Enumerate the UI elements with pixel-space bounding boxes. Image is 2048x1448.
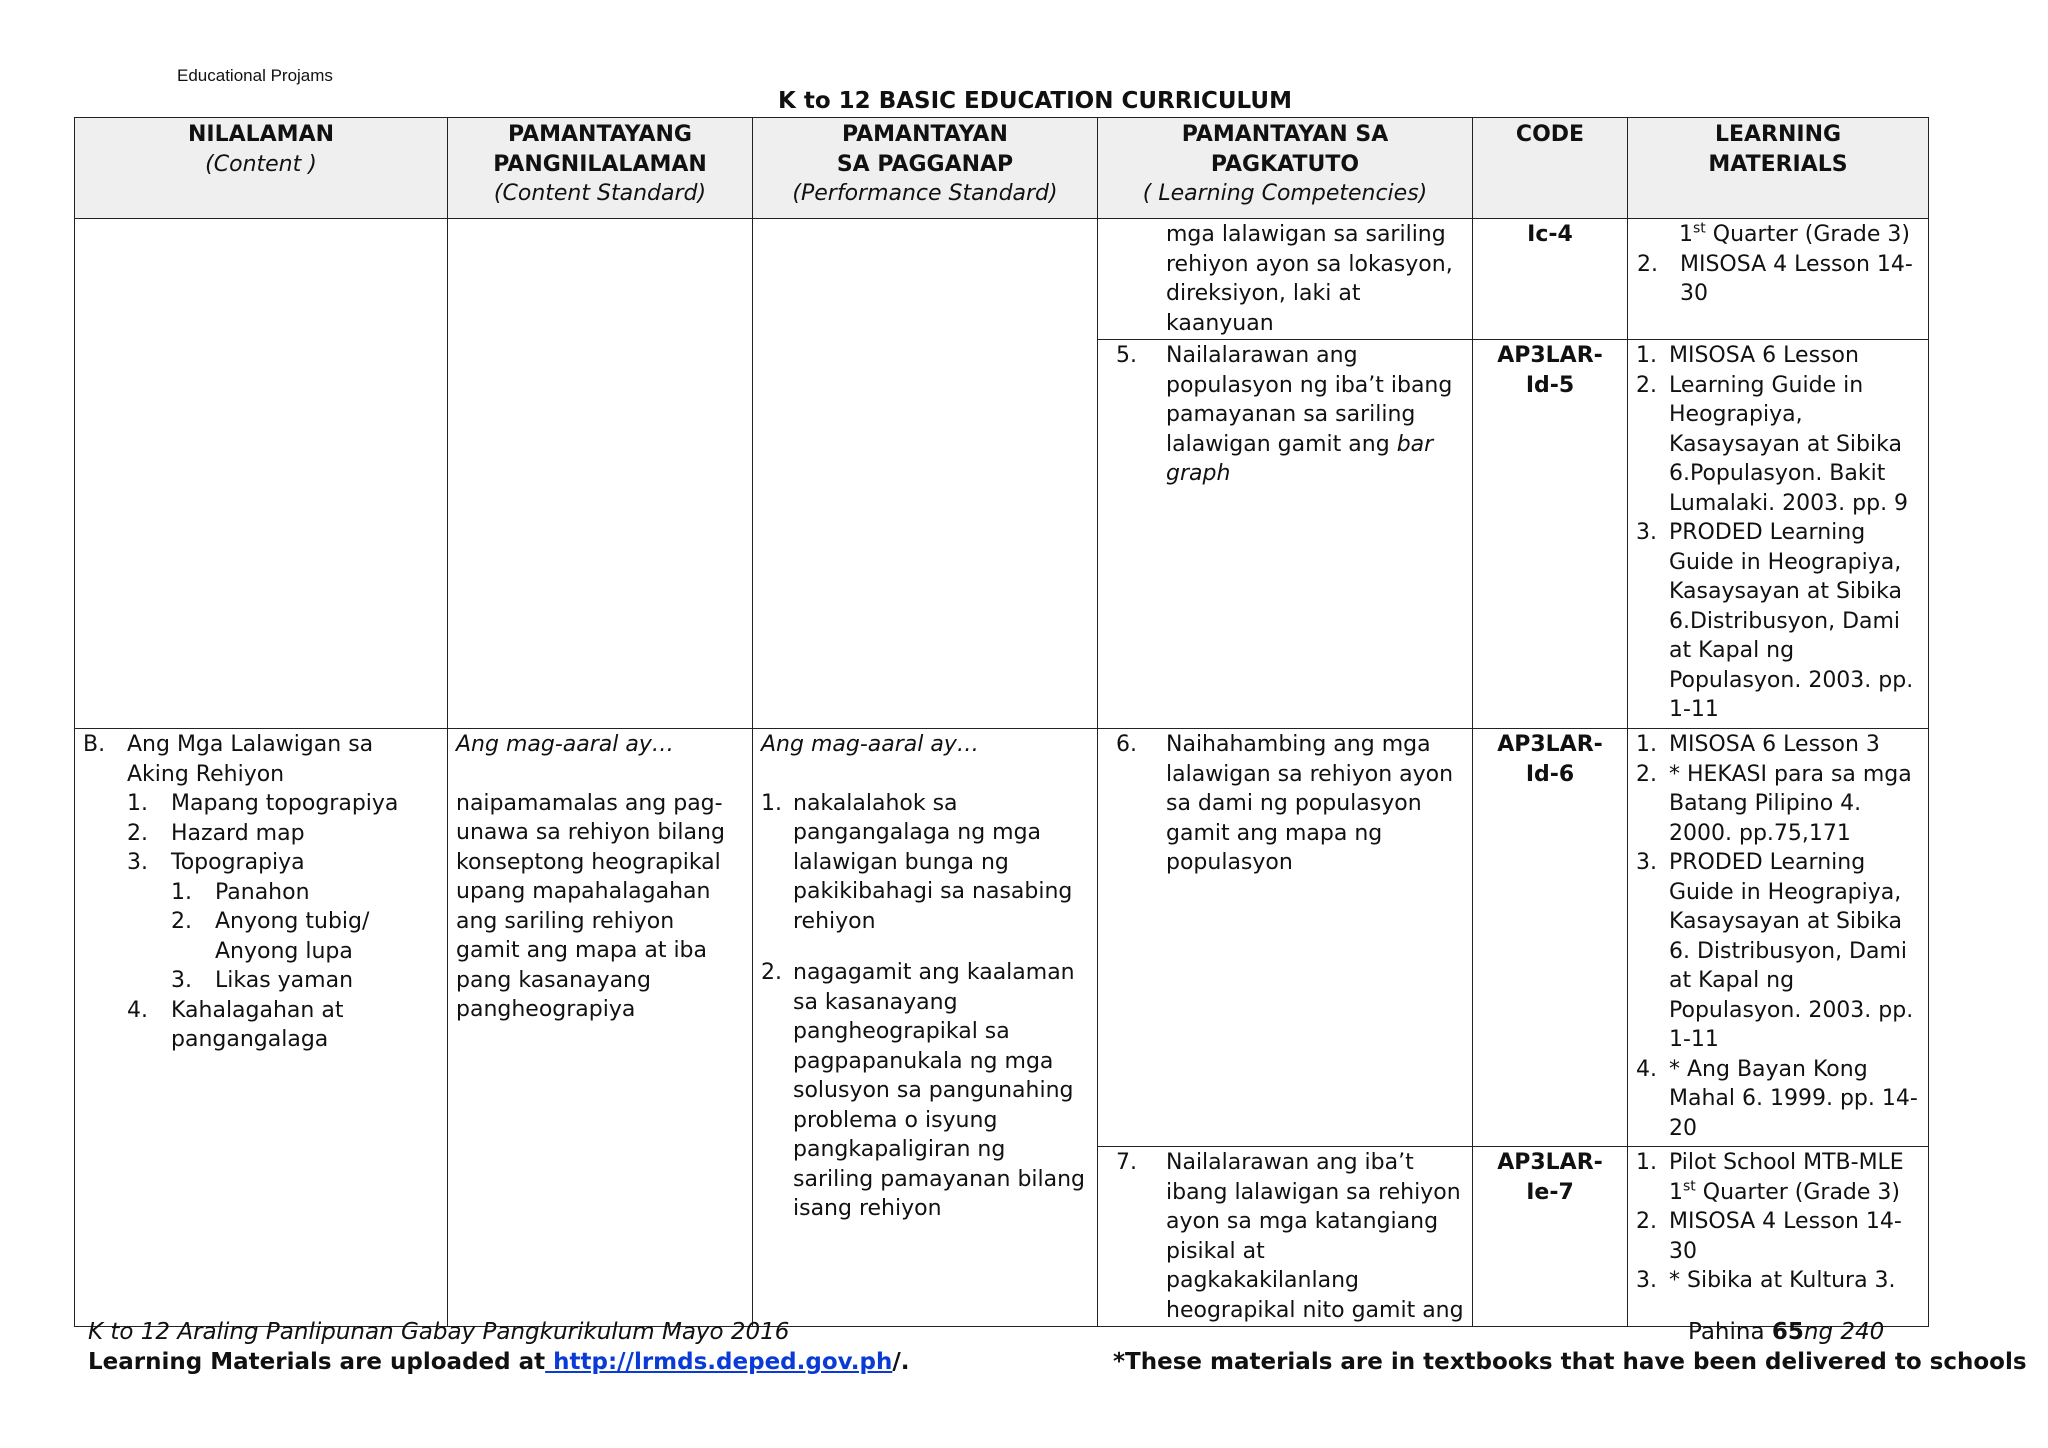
lc-cell — [1098, 219, 1473, 340]
table-header-row — [75, 118, 1929, 219]
header-lm-line2: MATERIALS — [1708, 151, 1848, 177]
footer-textbook-note: *These materials are in textbooks that have been delivered to schools — [1113, 1349, 2027, 1375]
header-cs-line1: PAMANTAYANG — [507, 122, 692, 147]
list-item-num: 2. — [171, 909, 192, 934]
lm-num: 1. — [1636, 1150, 1657, 1175]
list-item-num: 3. — [1636, 520, 1657, 545]
code-line2: Id-5 — [1525, 372, 1575, 398]
list-item-text: Learning Guide in Heograpiya, Kasaysayan at Sibika 6.Populasyon. Bakit Lumalaki. 2003. pp. 9 — [1669, 372, 1909, 516]
performance-standard-cell-empty — [753, 219, 1098, 729]
header-ps-line1: PAMANTAYAN — [842, 122, 1008, 147]
cs-text: naipamamalas ang pag-unawa sa rehiyon bilang konseptong heograpikal upang mapahalagahan ang sariling rehiyon gamit ang mapa at iba pang kasanayang pangheograpiya — [456, 790, 725, 1022]
lc-number: 5. — [1116, 343, 1137, 368]
list-item — [1636, 371, 1920, 519]
curriculum-table — [74, 117, 1929, 1327]
footer-upload-note — [88, 1349, 909, 1375]
content-b-title: Ang Mga Lalawigan sa Aking Rehiyon — [127, 732, 374, 787]
ps-text: nakalalahok sa pangangalaga ng mga lalawigan bunga ng pakikibahagi sa nasabing rehiyon — [793, 790, 1073, 934]
lc-text: mga lalawigan sa sariling rehiyon ayon sa lokasyon, direksiyon, laki at kaanyuan — [1166, 222, 1453, 336]
content-list — [83, 789, 439, 878]
list-item-text: * HEKASI para sa mga Batang Pilipino 4. 2000. pp.75,171 — [1669, 761, 1912, 846]
list-item-text: Hazard map — [171, 820, 305, 846]
lm-list — [1636, 341, 1920, 725]
code-line2: Id-6 — [1525, 761, 1575, 787]
list-item-text: Anyong tubig/ Anyong lupa — [215, 909, 370, 964]
content-standard-cell — [448, 729, 753, 1327]
list-item — [171, 907, 439, 966]
list-item-text: MISOSA 6 Lesson — [1669, 343, 1859, 368]
header-learning-competencies — [1098, 118, 1473, 219]
document-title: K to 12 BASIC EDUCATION CURRICULUM — [778, 88, 1292, 114]
list-item-num: 1. — [1636, 343, 1657, 368]
lc-item — [1106, 341, 1464, 489]
list-item — [1636, 760, 1920, 849]
header-cs-line2: PANGNILALAMAN — [493, 151, 707, 177]
code-line1: AP3LAR- — [1497, 732, 1603, 757]
header-learning-materials — [1628, 118, 1929, 219]
code-line1: AP3LAR- — [1497, 343, 1603, 368]
header-lc-sub: ( Learning Competencies) — [1142, 181, 1428, 206]
lc-item — [1106, 730, 1464, 878]
lm-ordinal: 1 — [1679, 222, 1693, 247]
upload-text: Learning Materials are uploaded at — [88, 1349, 546, 1375]
lm-cell — [1628, 219, 1929, 340]
page-total: ng 240 — [1803, 1319, 1885, 1345]
list-item — [127, 848, 439, 878]
content-cell-empty — [75, 219, 448, 729]
lm-text: * Sibika at Kultura 3. — [1669, 1268, 1896, 1293]
table-row — [75, 219, 1929, 340]
lm-item — [1636, 1207, 1920, 1266]
header-ps-line2: SA PAGGANAP — [836, 151, 1014, 177]
header-lc-line2: PAGKATUTO — [1210, 151, 1360, 177]
list-item — [1636, 730, 1920, 760]
lc-cell — [1098, 729, 1473, 1147]
content-b-label: B. — [83, 732, 106, 757]
list-item — [127, 819, 439, 849]
ps-item-2 — [761, 958, 1089, 1224]
lm-num: 2. — [1637, 251, 1658, 277]
code-cell — [1473, 1147, 1628, 1327]
cs-intro: Ang mag-aaral ay… — [456, 732, 674, 757]
header-ps-sub: (Performance Standard) — [792, 181, 1058, 206]
ps-item-1 — [761, 789, 1089, 937]
lc-text: Naihahambing ang mga lalawigan sa rehiyon ayon sa dami ng populasyon gamit ang mapa ng populasyon — [1166, 732, 1454, 875]
content-sub-list — [83, 878, 439, 996]
lm-quarter: Quarter (Grade 3) — [1705, 222, 1911, 247]
code-line2: Ie-7 — [1526, 1179, 1574, 1205]
list-item-text: Panahon — [215, 879, 310, 905]
lc-cell — [1098, 340, 1473, 729]
lm-ordinal: 1 — [1669, 1179, 1683, 1205]
list-item-text: MISOSA 6 Lesson 3 — [1669, 732, 1880, 757]
list-item-num: 2. — [1636, 761, 1657, 787]
lrmds-link[interactable]: http://lrmds.deped.gov.ph — [545, 1349, 893, 1375]
header-content-sub: (Content ) — [205, 151, 317, 177]
header-content-standard — [448, 118, 753, 219]
header-content — [75, 118, 448, 219]
content-item-text: Kahalagahan at pangangalaga — [171, 997, 344, 1052]
lc-item — [1106, 1148, 1464, 1325]
code-line1: AP3LAR- — [1497, 1150, 1603, 1175]
lm-item — [1636, 1266, 1920, 1296]
lm-list — [1636, 730, 1920, 1143]
list-item-text: PRODED Learning Guide in Heograpiya, Kasaysayan at Sibika 6.Distribusyon, Dami at Kapal ng Populasyon. 2003. pp. 1-11 — [1669, 520, 1914, 722]
list-item-text: * Ang Bayan Kong Mahal 6. 1999. pp. 14-20 — [1669, 1056, 1918, 1141]
content-section-b — [83, 730, 439, 789]
lm-continued — [1636, 220, 1920, 250]
header-lm-line1: LEARNING — [1714, 122, 1842, 147]
list-item-num: 1. — [171, 879, 192, 905]
page-label: Pahina — [1688, 1319, 1772, 1345]
content-standard-cell-empty — [448, 219, 753, 729]
footer-guide-title: K to 12 Araling Panlipunan Gabay Pangkurikulum Mayo 2016 — [88, 1319, 790, 1345]
code-cell: Ic-4 — [1473, 219, 1628, 340]
table-row — [75, 729, 1929, 1147]
list-item-text: Likas yaman — [215, 968, 354, 993]
lm-text-wrap — [1669, 1148, 1904, 1207]
ps-intro: Ang mag-aaral ay… — [761, 732, 979, 757]
code-cell — [1473, 729, 1628, 1147]
lc-text: Nailalarawan ang iba’t ibang lalawigan sa rehiyon ayon sa mga katangiang pisikal at pagkakakilanlang heograpikal nito gamit ang — [1166, 1150, 1464, 1323]
list-item-text: PRODED Learning Guide in Heograpiya, Kasaysayan at Sibika 6. Distribusyon, Dami at Kapal ng Populasyon. 2003. pp. 1-11 — [1669, 850, 1914, 1052]
content-cell — [75, 729, 448, 1327]
header-content-label: NILALAMAN — [187, 122, 335, 147]
list-item — [1636, 1055, 1920, 1144]
list-item-text: Mapang topograpiya — [171, 791, 399, 816]
list-item — [1636, 518, 1920, 725]
ps-num: 2. — [761, 960, 782, 985]
performance-standard-cell — [753, 729, 1098, 1327]
lm-num: 2. — [1636, 1209, 1657, 1234]
lc-number: 6. — [1116, 732, 1137, 757]
page-current: 65 — [1771, 1319, 1804, 1345]
list-item-num: 1. — [127, 791, 148, 816]
lm-text: MISOSA 4 Lesson 14-30 — [1669, 1209, 1902, 1264]
lm-item — [1636, 1148, 1920, 1207]
ps-text: nagagamit ang kaalaman sa kasanayang pangheograpikal sa pagpapanukala ng mga solusyon sa pangunahing problema o isyung pangkapaligiran ng sariling pamayanan bilang isang rehiyon — [793, 960, 1086, 1221]
content-item-4 — [83, 996, 439, 1055]
list-item-num: 1. — [1636, 732, 1657, 757]
list-item-text: Topograpiya — [171, 850, 305, 875]
list-item-num: 3. — [127, 850, 148, 875]
lc-text-wrap — [1166, 341, 1464, 489]
lm-text: Pilot School MTB-MLE — [1669, 1150, 1904, 1175]
lm-ordinal-sup: st — [1683, 1178, 1696, 1195]
lm-cell — [1628, 1147, 1929, 1327]
lm-text: MISOSA 4 Lesson 14-30 — [1680, 251, 1913, 306]
lc-text-italic: bar graph — [1166, 431, 1434, 486]
content-item-num: 4. — [127, 997, 148, 1023]
header-code: CODE — [1473, 118, 1628, 219]
lm-quarter: Quarter (Grade 3) — [1695, 1179, 1901, 1205]
watermark-text: Educational Projams — [177, 66, 333, 85]
list-item — [127, 789, 439, 819]
lm-num: 3. — [1636, 1268, 1657, 1293]
lm-ordinal-sup: st — [1693, 220, 1706, 237]
lc-number: 7. — [1116, 1150, 1137, 1175]
page-number — [1688, 1319, 1884, 1345]
list-item-num: 2. — [1636, 372, 1657, 398]
list-item — [1636, 341, 1920, 371]
list-item-num: 3. — [1636, 850, 1657, 875]
ps-num: 1. — [761, 790, 782, 816]
list-item-num: 2. — [127, 820, 148, 846]
list-item-num: 3. — [171, 968, 192, 993]
code-cell — [1473, 340, 1628, 729]
list-item-num: 4. — [1636, 1056, 1657, 1082]
list-item — [1636, 848, 1920, 1055]
lc-text: Nailalarawan ang populasyon ng iba’t ibang pamayanan sa sariling lalawigan gamit ang — [1166, 343, 1453, 457]
lm-cell — [1628, 729, 1929, 1147]
lm-cell — [1628, 340, 1929, 729]
list-item — [171, 878, 439, 908]
header-cs-sub: (Content Standard) — [493, 181, 707, 206]
header-lc-line1: PAMANTAYAN SA — [1181, 122, 1389, 147]
lc-cell — [1098, 1147, 1473, 1327]
header-performance-standard — [753, 118, 1098, 219]
list-item — [171, 966, 439, 996]
upload-text-end: /. — [892, 1349, 910, 1375]
lm-item — [1636, 250, 1920, 309]
